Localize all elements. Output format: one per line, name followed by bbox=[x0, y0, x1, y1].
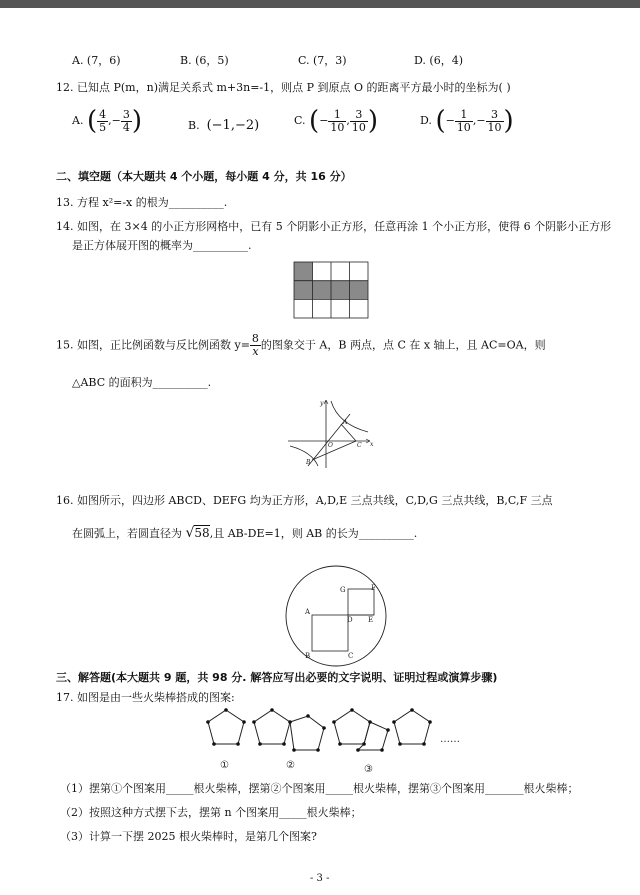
q11-option-a: A. (7，6) bbox=[72, 54, 121, 67]
label-g: G bbox=[340, 586, 346, 594]
pentagon-2b bbox=[290, 716, 324, 750]
q12-c-label: C. bbox=[294, 114, 306, 127]
numerator: 3 bbox=[486, 109, 504, 122]
label-y: y bbox=[320, 400, 324, 407]
q12-d-frac1 bbox=[455, 109, 473, 134]
denominator: x bbox=[252, 345, 259, 358]
q16-line2 bbox=[72, 525, 417, 541]
separator: , bbox=[472, 114, 477, 127]
q17-part1: （1）摆第①个图案用_____根火柴棒，摆第②个图案用_____根火柴棒，摆第③个图案用_______根火柴棒； bbox=[60, 782, 579, 795]
q11-option-d: D. (6，4) bbox=[414, 54, 464, 67]
minus-sign: − bbox=[319, 114, 329, 127]
shaded-square bbox=[313, 281, 332, 300]
q15-line2: △ABC 的面积为__________. bbox=[72, 376, 212, 389]
q16-line2-pre: 在圆弧上，若圆直径为 bbox=[72, 527, 182, 540]
denominator: 5 bbox=[99, 120, 107, 134]
shaded-square bbox=[350, 281, 369, 300]
right-paren: ) bbox=[367, 106, 379, 136]
q15-line1 bbox=[56, 333, 546, 358]
q11-option-c: C. (7，3) bbox=[298, 54, 347, 67]
label-b: B bbox=[305, 652, 311, 660]
denominator: 10 bbox=[456, 120, 471, 134]
label-d: D bbox=[347, 616, 353, 624]
q12-a-frac1 bbox=[97, 109, 108, 134]
pentagon-1 bbox=[208, 710, 244, 744]
label-e: E bbox=[368, 616, 374, 624]
q14-line2: 是正方体展开图的概率为__________. bbox=[72, 239, 252, 252]
numerator: 1 bbox=[328, 109, 346, 122]
q12-d-frac2 bbox=[486, 109, 504, 134]
q12-a-frac2 bbox=[121, 109, 132, 134]
q12-d-label: D. bbox=[420, 114, 432, 127]
label-b: B bbox=[306, 459, 311, 466]
q16-line1: 16. 如图所示，四边形 ABCD、DEFG 均为正方形，A,D,E 三点共线，C,D,G 三点共线，B,C,F 三点 bbox=[56, 494, 553, 507]
q17-title: 17. 如图是由一些火柴棒搭成的图案: bbox=[56, 691, 235, 704]
minus-sign: − bbox=[445, 114, 455, 127]
minus-sign: − bbox=[111, 114, 121, 127]
q12-b-label: B. bbox=[188, 119, 200, 132]
label-a: A bbox=[305, 608, 311, 616]
label-x: x bbox=[370, 441, 374, 448]
square-defg bbox=[348, 589, 374, 615]
q15-fraction bbox=[250, 333, 261, 358]
q12-option-b bbox=[188, 118, 259, 133]
page-number: - 3 - bbox=[310, 873, 330, 884]
shaded-square bbox=[331, 281, 350, 300]
q12-c-frac2 bbox=[350, 109, 368, 134]
section3-title: 三、解答题(本大题共 9 题，共 98 分. 解答应写出必要的文字说明、证明过程或演算步骤) bbox=[56, 671, 498, 684]
q17-part3: （3）计算一下摆 2025 根火柴棒时，是第几个图案? bbox=[60, 830, 317, 843]
pentagon-3a bbox=[334, 710, 370, 744]
pentagon-2a bbox=[254, 710, 290, 744]
separator: , bbox=[346, 114, 350, 127]
q14-grid-figure bbox=[294, 262, 368, 318]
left-paren: ( bbox=[309, 106, 320, 136]
q12-c-frac1 bbox=[328, 109, 346, 134]
minus-sign: − bbox=[476, 114, 486, 127]
denominator: 10 bbox=[351, 120, 366, 134]
pentagon-3c bbox=[394, 710, 430, 744]
continuation-dots: …… bbox=[440, 734, 460, 745]
q14-line1: 14. 如图，在 3×4 的小正方形网格中，已有 5 个阴影小正方形，任意再涂 1 个小正方形，使得 6 个阴影小正方形 bbox=[56, 220, 612, 233]
sqrt-sign: √ bbox=[185, 525, 195, 541]
label-a: A bbox=[343, 419, 348, 426]
q15-graph-figure bbox=[286, 396, 372, 470]
q12-option-c bbox=[294, 106, 378, 136]
q16-circle-figure bbox=[284, 564, 388, 668]
numerator: 4 bbox=[99, 107, 107, 121]
square-abcd bbox=[312, 615, 348, 651]
q12-option-d bbox=[420, 106, 514, 136]
label-c: C bbox=[357, 442, 362, 449]
hyperbola-branch-2 bbox=[290, 446, 318, 466]
sqrt-value: 58 bbox=[194, 526, 210, 540]
numerator: 8 bbox=[251, 332, 259, 345]
label-f: F bbox=[371, 584, 376, 592]
q15-pre-text: 15. 如图，正比例函数与反比例函数 y= bbox=[56, 338, 250, 352]
denominator: 10 bbox=[330, 120, 345, 134]
q17-matchstick-figure bbox=[200, 702, 470, 776]
shaded-square bbox=[294, 281, 313, 300]
numerator: 1 bbox=[455, 109, 473, 122]
right-paren: ) bbox=[131, 106, 142, 136]
figure-label-1: ① bbox=[220, 760, 229, 771]
numerator: 3 bbox=[122, 107, 130, 121]
q16-line2-post: ,且 AB-DE=1，则 AB 的长为__________. bbox=[209, 527, 418, 540]
left-paren: ( bbox=[435, 106, 446, 136]
q12-stem: 12. 已知点 P(m，n)满足关系式 m+3n=-1，则点 P 到原点 O 的距离平方最小时的坐标为( ) bbox=[56, 81, 511, 94]
left-paren: ( bbox=[86, 106, 98, 136]
hyperbola-branch-1 bbox=[331, 401, 368, 432]
denominator: 10 bbox=[487, 120, 502, 134]
figure-label-2: ② bbox=[286, 760, 295, 771]
q15-post-text: 的图象交于 A，B 两点，点 C 在 x 轴上，且 AC=OA，则 bbox=[260, 338, 546, 352]
q12-a-label: A. bbox=[72, 114, 84, 127]
q13-text: 13. 方程 x²=-x 的根为__________. bbox=[56, 196, 228, 209]
shaded-square bbox=[294, 262, 313, 281]
q12-b-value: (−1,−2) bbox=[206, 118, 260, 133]
figure-label-3: ③ bbox=[364, 764, 373, 775]
separator: , bbox=[108, 114, 112, 127]
q17-part2: （2）按照这种方式摆下去，摆第 n 个图案用_____根火柴棒； bbox=[60, 806, 362, 819]
label-c: C bbox=[348, 652, 354, 660]
q12-option-a bbox=[72, 106, 142, 136]
section2-title: 二、填空题（本大题共 4 个小题，每小题 4 分，共 16 分） bbox=[56, 170, 352, 183]
right-paren: ) bbox=[503, 106, 514, 136]
label-o: O bbox=[328, 442, 333, 449]
q11-option-b: B. (6，5) bbox=[180, 54, 229, 67]
denominator: 4 bbox=[122, 120, 130, 134]
pentagon-3b bbox=[358, 722, 388, 750]
numerator: 3 bbox=[350, 109, 368, 122]
segment-bc bbox=[312, 441, 356, 460]
top-border bbox=[0, 0, 640, 8]
